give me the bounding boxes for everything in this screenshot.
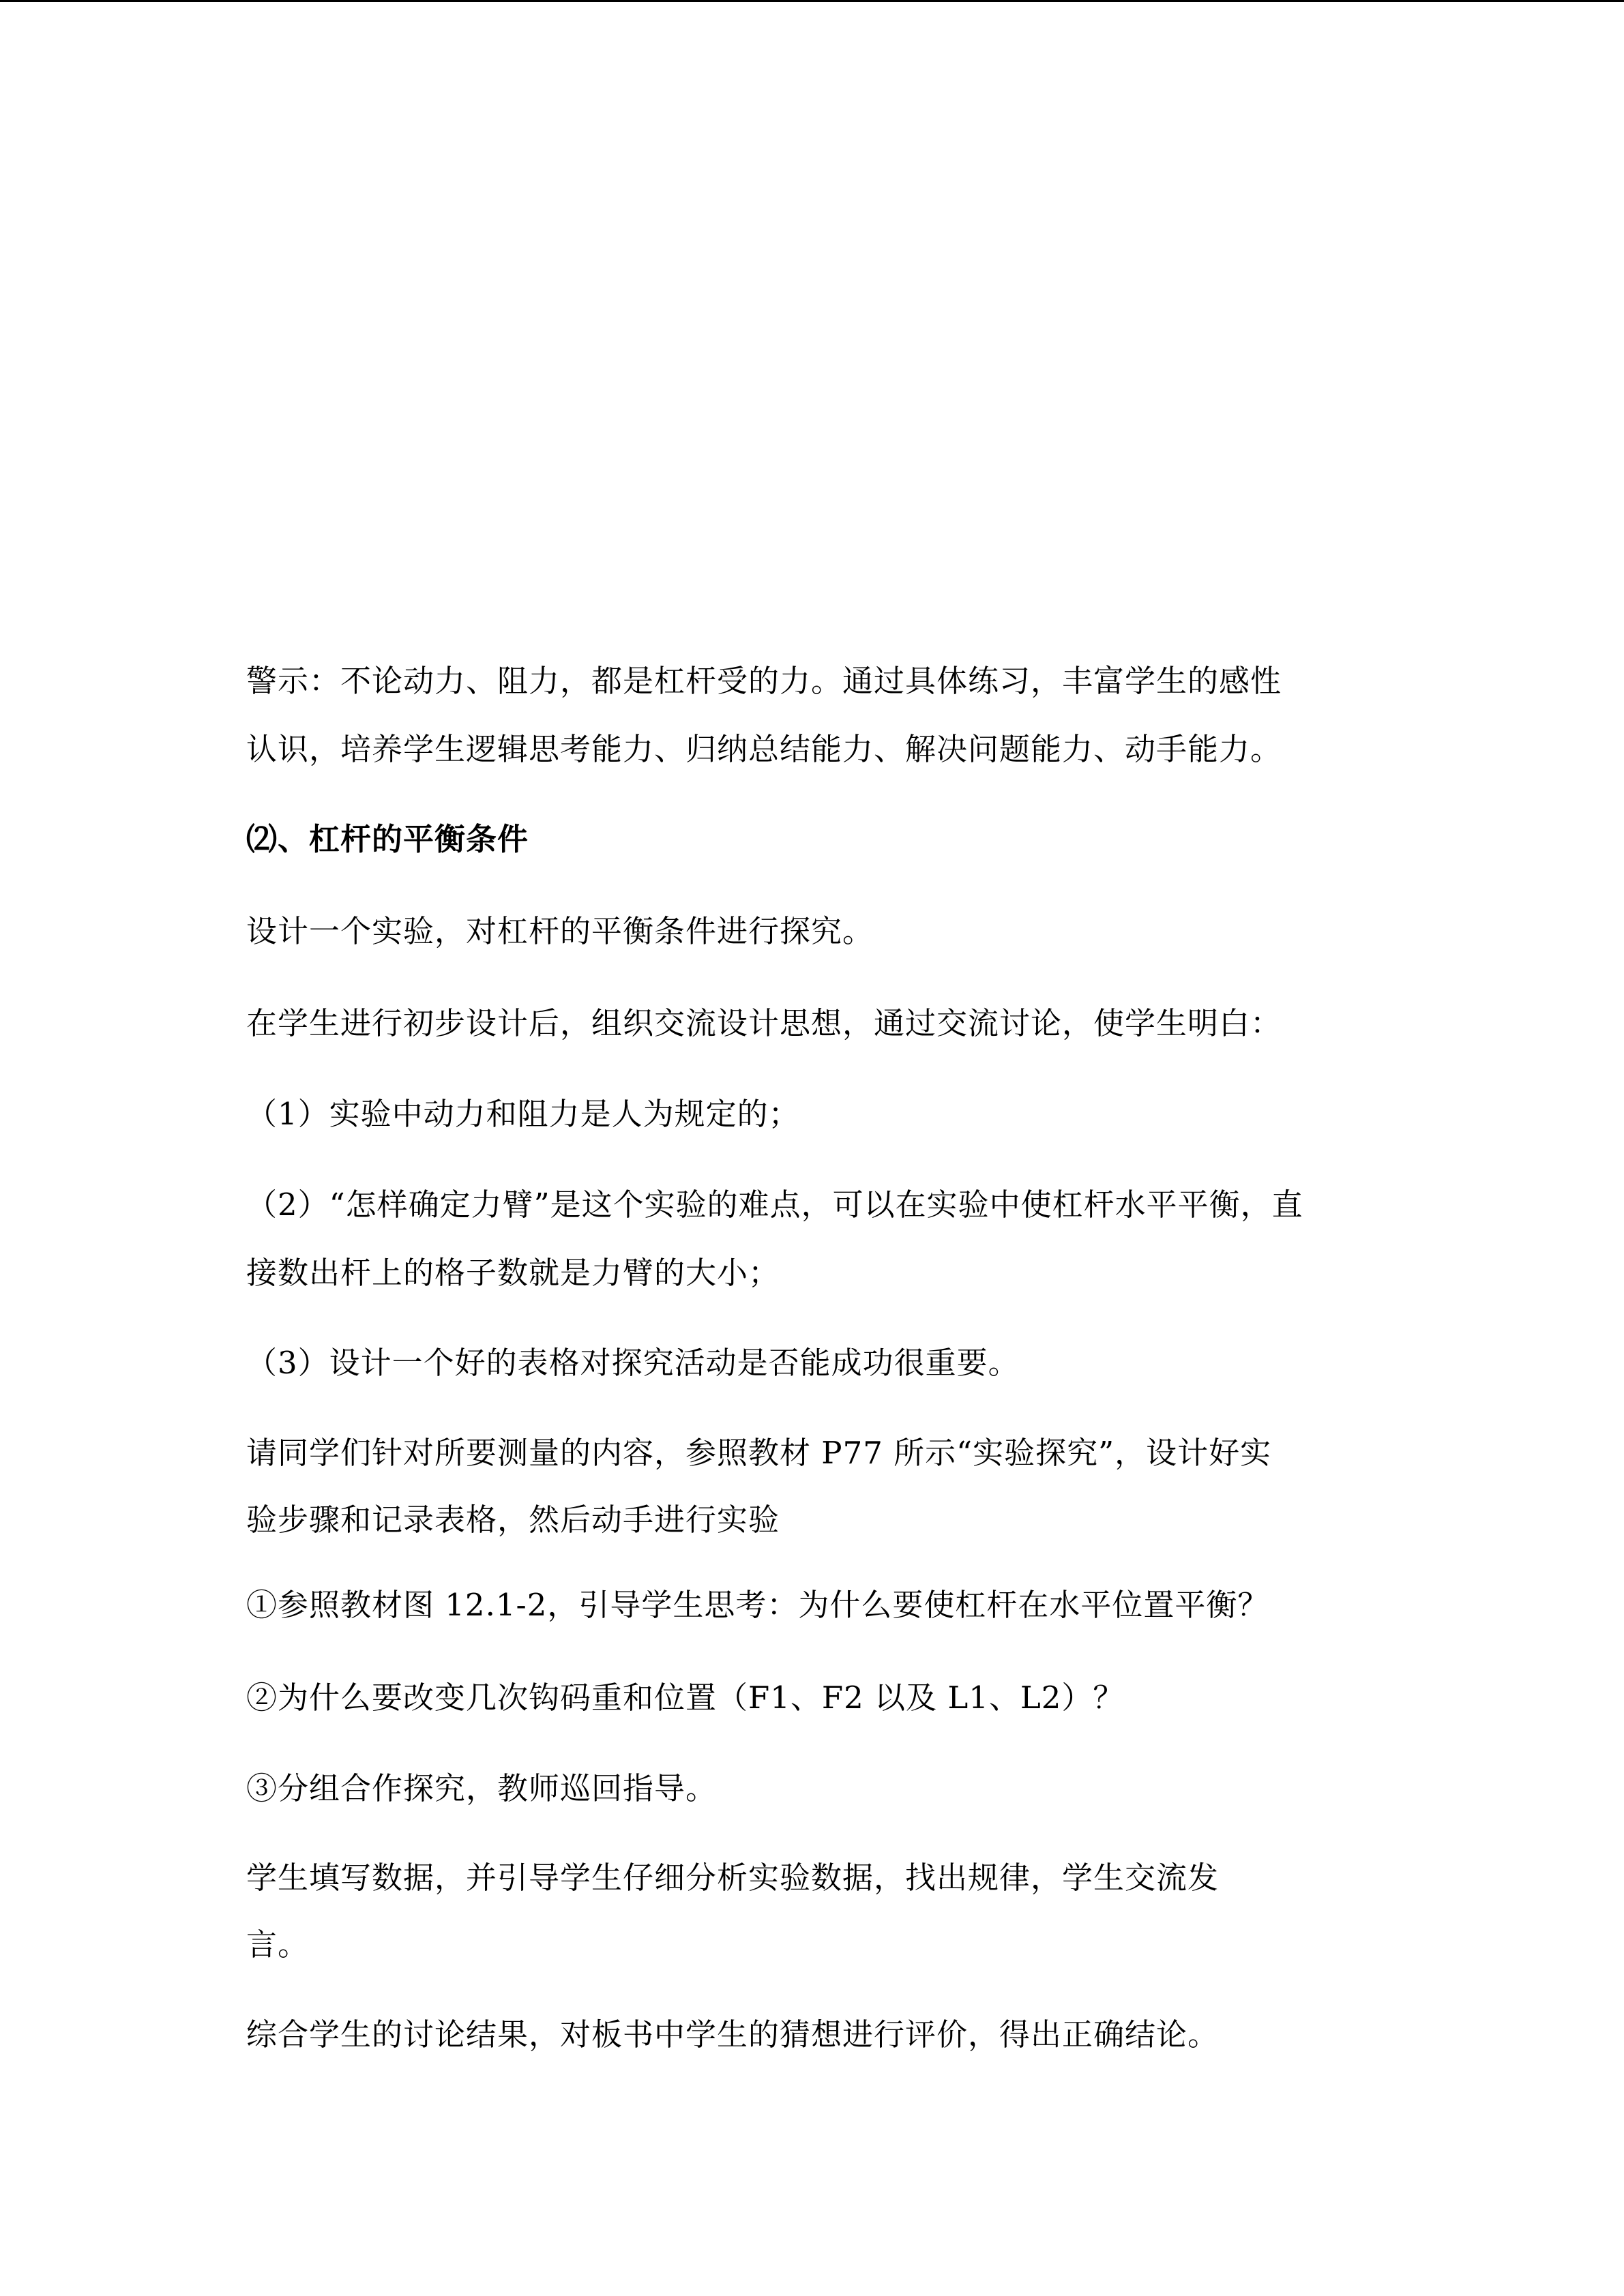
paragraph-after-design: 在学生进行初步设计后，组织交流设计思想，通过交流讨论，使学生明白： xyxy=(246,1005,1282,1041)
step-item-2: ②为什么要改变几次钩码重和位置（F1、F2 以及 L1、L2）？ xyxy=(246,1680,1125,1716)
top-border xyxy=(0,0,1624,2)
paragraph-design-experiment: 设计一个实验，对杠杆的平衡条件进行探究。 xyxy=(246,913,874,949)
step-item-3: ③分组合作探究，教师巡回指导。 xyxy=(246,1770,718,1806)
paragraph-conclusion: 综合学生的讨论结果，对板书中学生的猜想进行评价，得出正确结论。 xyxy=(246,2016,1220,2053)
paragraph-warning-line-2: 认识，培养学生逻辑思考能力、归纳总结能力、解决问题能力、动手能力。 xyxy=(246,731,1282,767)
paragraph-warning-line-1: 警示：不论动力、阻力，都是杠杆受的力。通过具体练习，丰富学生的感性 xyxy=(246,663,1282,699)
list-item-3: （3）设计一个好的表格对探究活动是否能成功很重要。 xyxy=(246,1345,1020,1381)
paragraph-students-fill-line-1: 学生填写数据，并引导学生仔细分析实验数据，找出规律，学生交流发 xyxy=(246,1860,1220,1896)
section-heading-lever-balance: ⑵、杠杆的平衡条件 xyxy=(246,821,529,857)
paragraph-instructions-line-2: 验步骤和记录表格，然后动手进行实验 xyxy=(246,1502,780,1538)
list-item-1: （1）实验中动力和阻力是人为规定的； xyxy=(246,1096,800,1132)
list-item-2-line-2: 接数出杆上的格子数就是力臂的大小； xyxy=(246,1255,780,1291)
paragraph-instructions-line-1: 请同学们针对所要测量的内容，参照教材 P77 所示“实验探究”，设计好实 xyxy=(246,1435,1272,1471)
list-item-2-line-1: （2）“怎样确定力臂”是这个实验的难点，可以在实验中使杠杆水平平衡，直 xyxy=(246,1187,1303,1223)
paragraph-students-fill-line-2: 言。 xyxy=(246,1926,310,1963)
step-item-1: ①参照教材图 12.1-2，引导学生思考：为什么要使杠杆在水平位置平衡？ xyxy=(246,1587,1269,1623)
